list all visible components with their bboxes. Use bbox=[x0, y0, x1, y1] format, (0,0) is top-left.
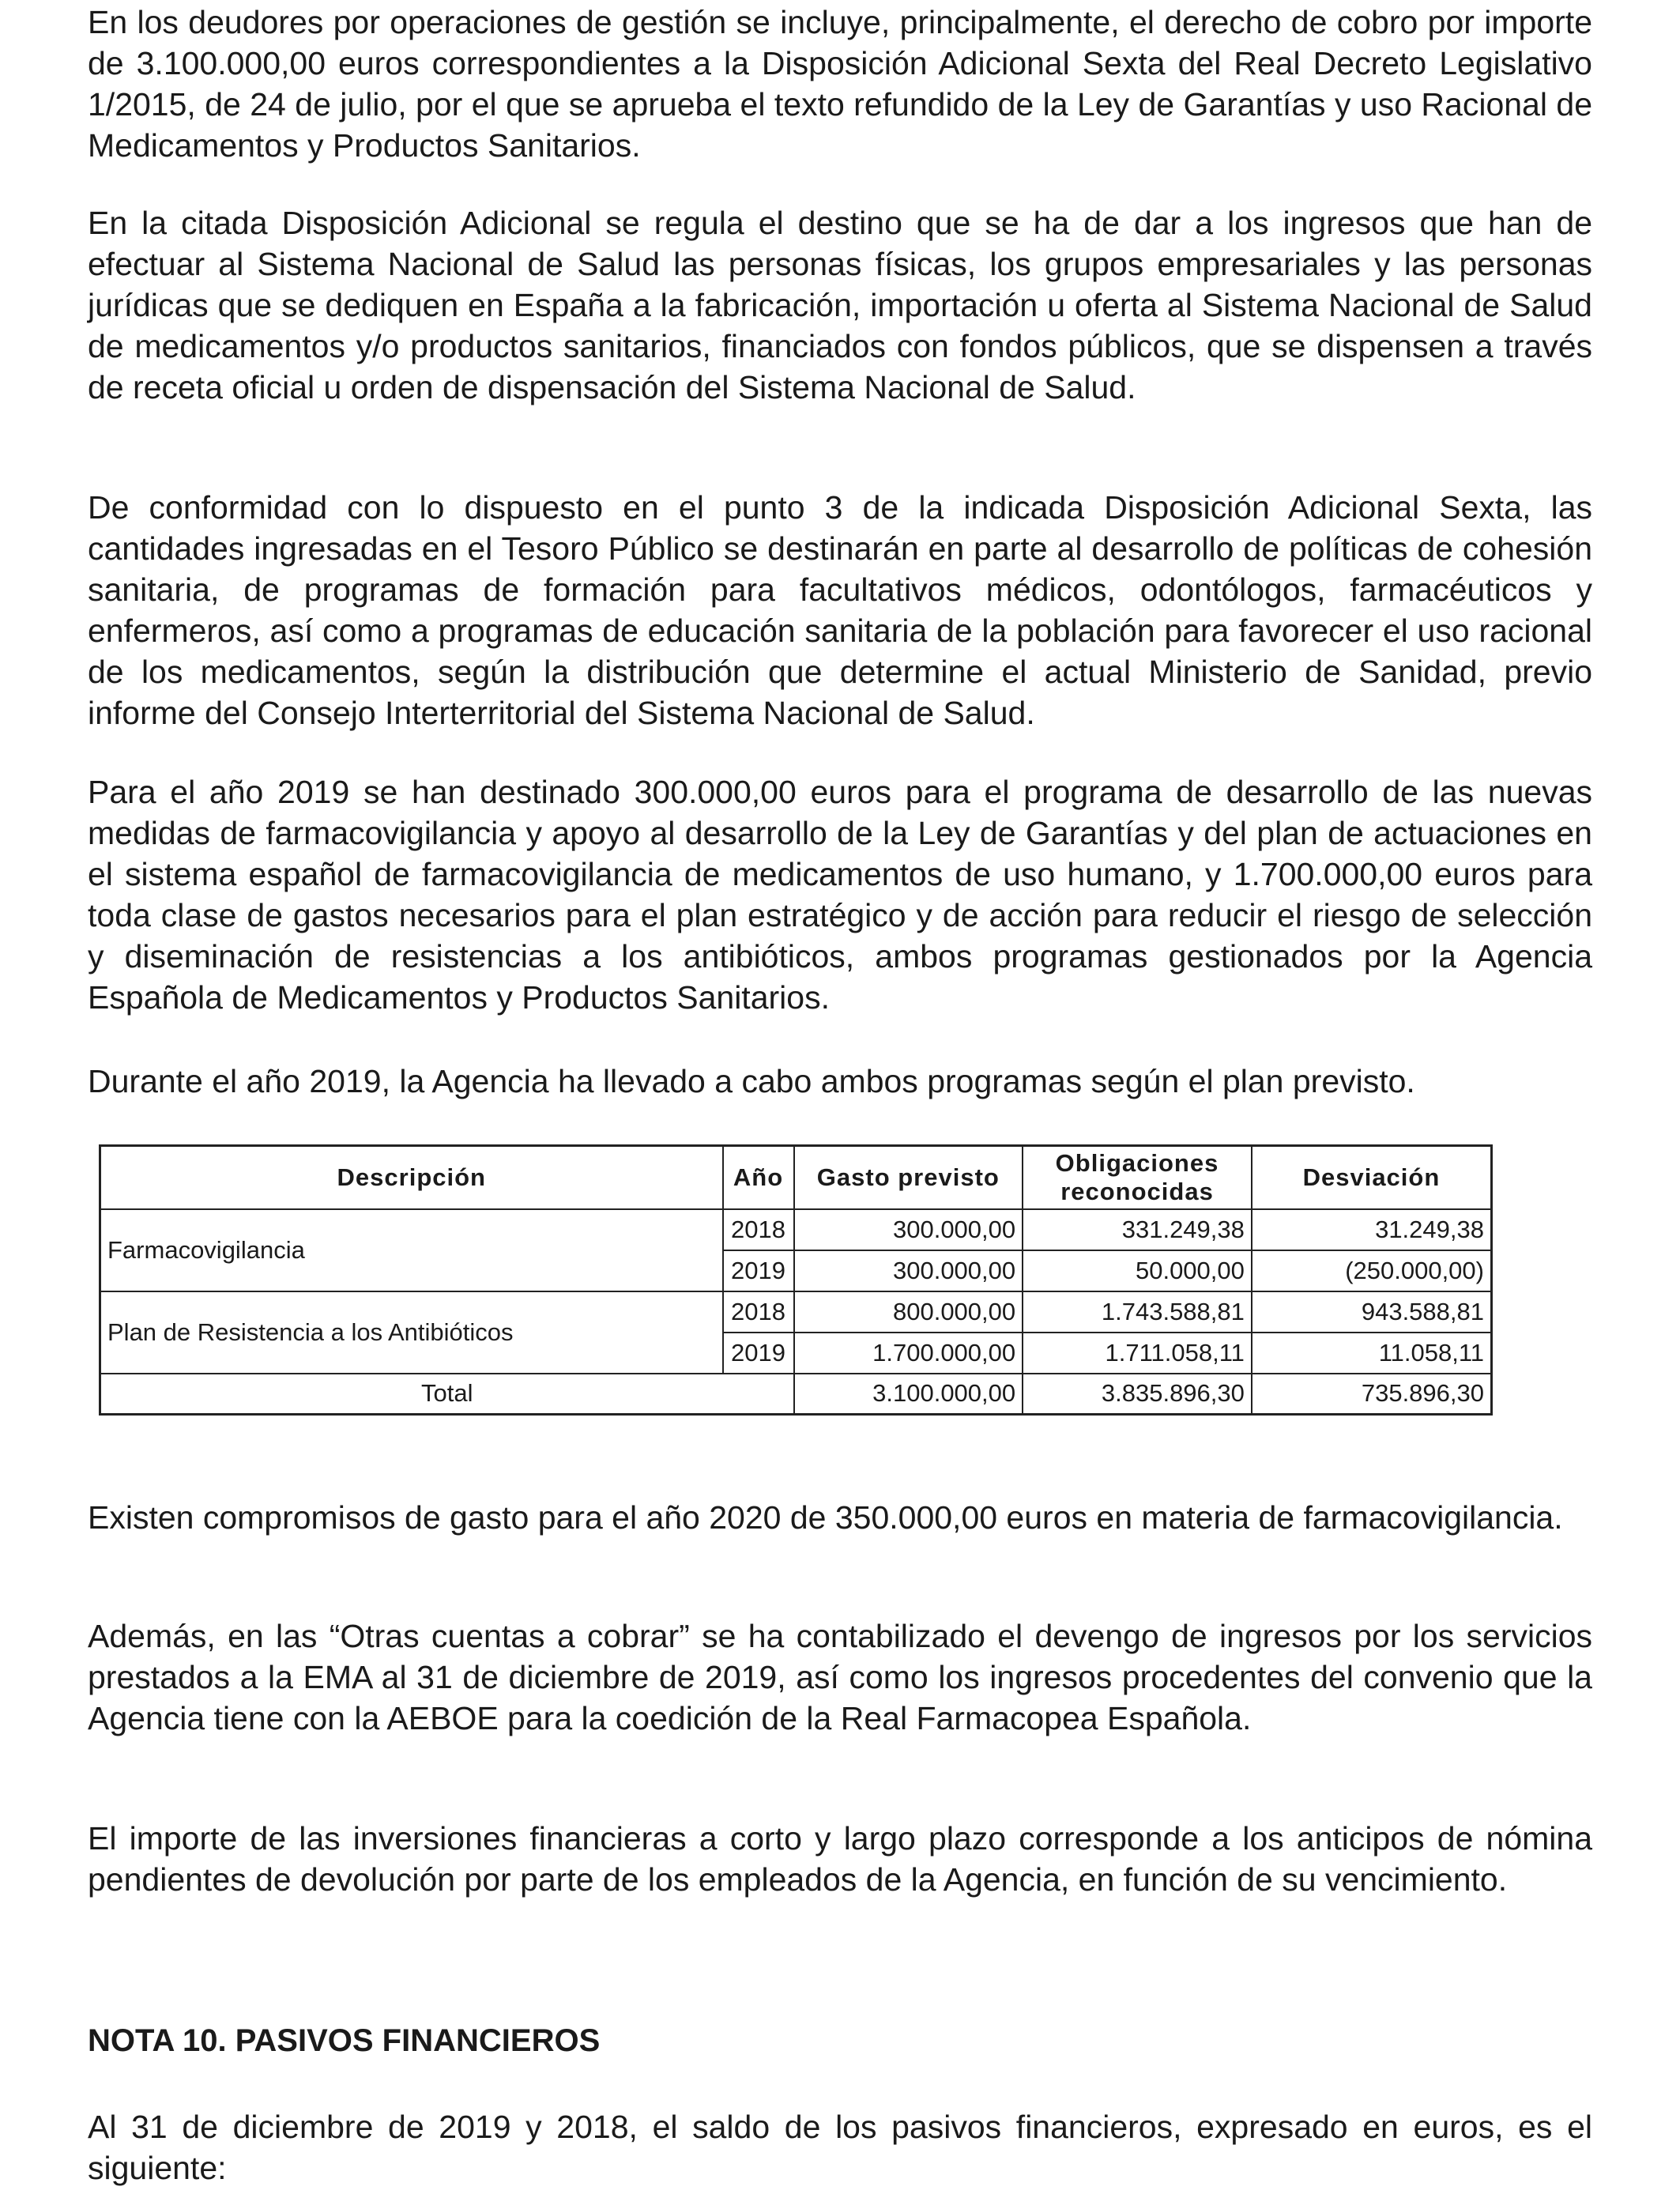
header-anio: Año bbox=[723, 1146, 794, 1209]
cell-anio: 2019 bbox=[723, 1250, 794, 1291]
table-row bbox=[100, 1291, 1492, 1333]
table-header-row bbox=[100, 1146, 1492, 1209]
cell-obligaciones: 1.711.058,11 bbox=[1023, 1333, 1252, 1374]
cell-desviacion: 943.588,81 bbox=[1252, 1291, 1492, 1333]
cell-desviacion: (250.000,00) bbox=[1252, 1250, 1492, 1291]
header-gasto: Gasto previsto bbox=[794, 1146, 1023, 1209]
cell-anio: 2018 bbox=[723, 1209, 794, 1250]
section-heading: NOTA 10. PASIVOS FINANCIEROS bbox=[88, 2023, 601, 2058]
budget-table-container bbox=[99, 1144, 1493, 1416]
cell-anio: 2018 bbox=[723, 1291, 794, 1333]
cell-gasto: 300.000,00 bbox=[794, 1209, 1023, 1250]
cell-gasto: 300.000,00 bbox=[794, 1250, 1023, 1291]
total-obligaciones: 3.835.896,30 bbox=[1023, 1374, 1252, 1415]
total-gasto: 3.100.000,00 bbox=[794, 1374, 1023, 1415]
cell-desviacion: 11.058,11 bbox=[1252, 1333, 1492, 1374]
header-obligaciones: Obligaciones reconocidas bbox=[1023, 1146, 1252, 1209]
row-label-farmacovigilancia: Farmacovigilancia bbox=[100, 1209, 723, 1291]
cell-obligaciones: 50.000,00 bbox=[1023, 1250, 1252, 1291]
paragraph-otras-cuentas: Además, en las “Otras cuentas a cobrar” se ha contabilizado el devengo de ingresos por los servicios prestados a la EMA al 31 de diciembre de 2019, así como los ingresos procedentes del convenio que la Agencia tiene con la AEBOE para la coedición de la Real Farmacopea Española. bbox=[88, 1618, 1592, 1736]
table-total-row bbox=[100, 1374, 1492, 1415]
cell-obligaciones: 331.249,38 bbox=[1023, 1209, 1252, 1250]
paragraph-disposicion: En la citada Disposición Adicional se regula el destino que se ha de dar a los ingresos que han de efectuar al Sistema Nacional de Salud las personas físicas, los grupos empresariales y las personas jurídicas que se dediquen en España a la fabricación, importación u oferta al Sistema Nacional de Salud de medicamentos y/o productos sanitarios, financiados con fondos públicos, que se dispensen a través de receta oficial u orden de dispensación del Sistema Nacional de Salud. bbox=[88, 205, 1592, 405]
budget-table bbox=[99, 1144, 1493, 1416]
total-label: Total bbox=[100, 1374, 794, 1415]
cell-gasto: 800.000,00 bbox=[794, 1291, 1023, 1333]
header-descripcion: Descripción bbox=[337, 1163, 486, 1191]
paragraph-compromisos: Existen compromisos de gasto para el año 2020 de 350.000,00 euros en materia de farmacovigilancia. bbox=[88, 1499, 1563, 1536]
cell-gasto: 1.700.000,00 bbox=[794, 1333, 1023, 1374]
paragraph-pasivos: Al 31 de diciembre de 2019 y 2018, el saldo de los pasivos financieros, expresado en euros, es el siguiente: bbox=[88, 2109, 1592, 2186]
paragraph-conformidad: De conformidad con lo dispuesto en el punto 3 de la indicada Disposición Adicional Sexta, las cantidades ingresadas en el Tesoro Público se destinarán en parte al desarrollo de políticas de cohesión sanitaria, de programas de formación para facultativos médicos, odontólogos, farmacéuticos y enfermeros, así como a programas de educación sanitaria de la población para favorecer el uso racional de los medicamentos, según la distribución que determine el actual Ministerio de Sanidad, previo informe del Consejo Interterritorial del Sistema Nacional de Salud. bbox=[88, 489, 1592, 731]
cell-obligaciones: 1.743.588,81 bbox=[1023, 1291, 1252, 1333]
row-label-plan-resistencia: Plan de Resistencia a los Antibióticos bbox=[100, 1291, 723, 1374]
paragraph-deudores: En los deudores por operaciones de gestión se incluye, principalmente, el derecho de cobro por importe de 3.100.000,00 euros correspondientes a la Disposición Adicional Sexta del Real Decreto Legislativo 1/2015, de 24 de julio, por el que se aprueba el texto refundido de la Ley de Garantías y uso Racional de Medicamentos y Productos Sanitarios. bbox=[88, 4, 1592, 164]
paragraph-anio-2019: Para el año 2019 se han destinado 300.000,00 euros para el programa de desarrollo de las nuevas medidas de farmacovigilancia y apoyo al desarrollo de la Ley de Garantías y del plan de actuaciones en el sistema español de farmacovigilancia de medicamentos de uso humano, y 1.700.000,00 euros para toda clase de gastos necesarios para el plan estratégico y de acción para reducir el riesgo de selección y diseminación de resistencias a los antibióticos, ambos programas gestionados por la Agencia Española de Medicamentos y Productos Sanitarios. bbox=[88, 774, 1592, 1016]
header-desviacion: Desviación bbox=[1252, 1146, 1492, 1209]
cell-anio: 2019 bbox=[723, 1333, 794, 1374]
table-row bbox=[100, 1209, 1492, 1250]
paragraph-durante: Durante el año 2019, la Agencia ha llevado a cabo ambos programas según el plan previsto. bbox=[88, 1063, 1415, 1099]
total-desviacion: 735.896,30 bbox=[1252, 1374, 1492, 1415]
cell-desviacion: 31.249,38 bbox=[1252, 1209, 1492, 1250]
paragraph-inversiones: El importe de las inversiones financieras a corto y largo plazo corresponde a los anticipos de nómina pendientes de devolución por parte de los empleados de la Agencia, en función de su vencimiento. bbox=[88, 1820, 1592, 1898]
